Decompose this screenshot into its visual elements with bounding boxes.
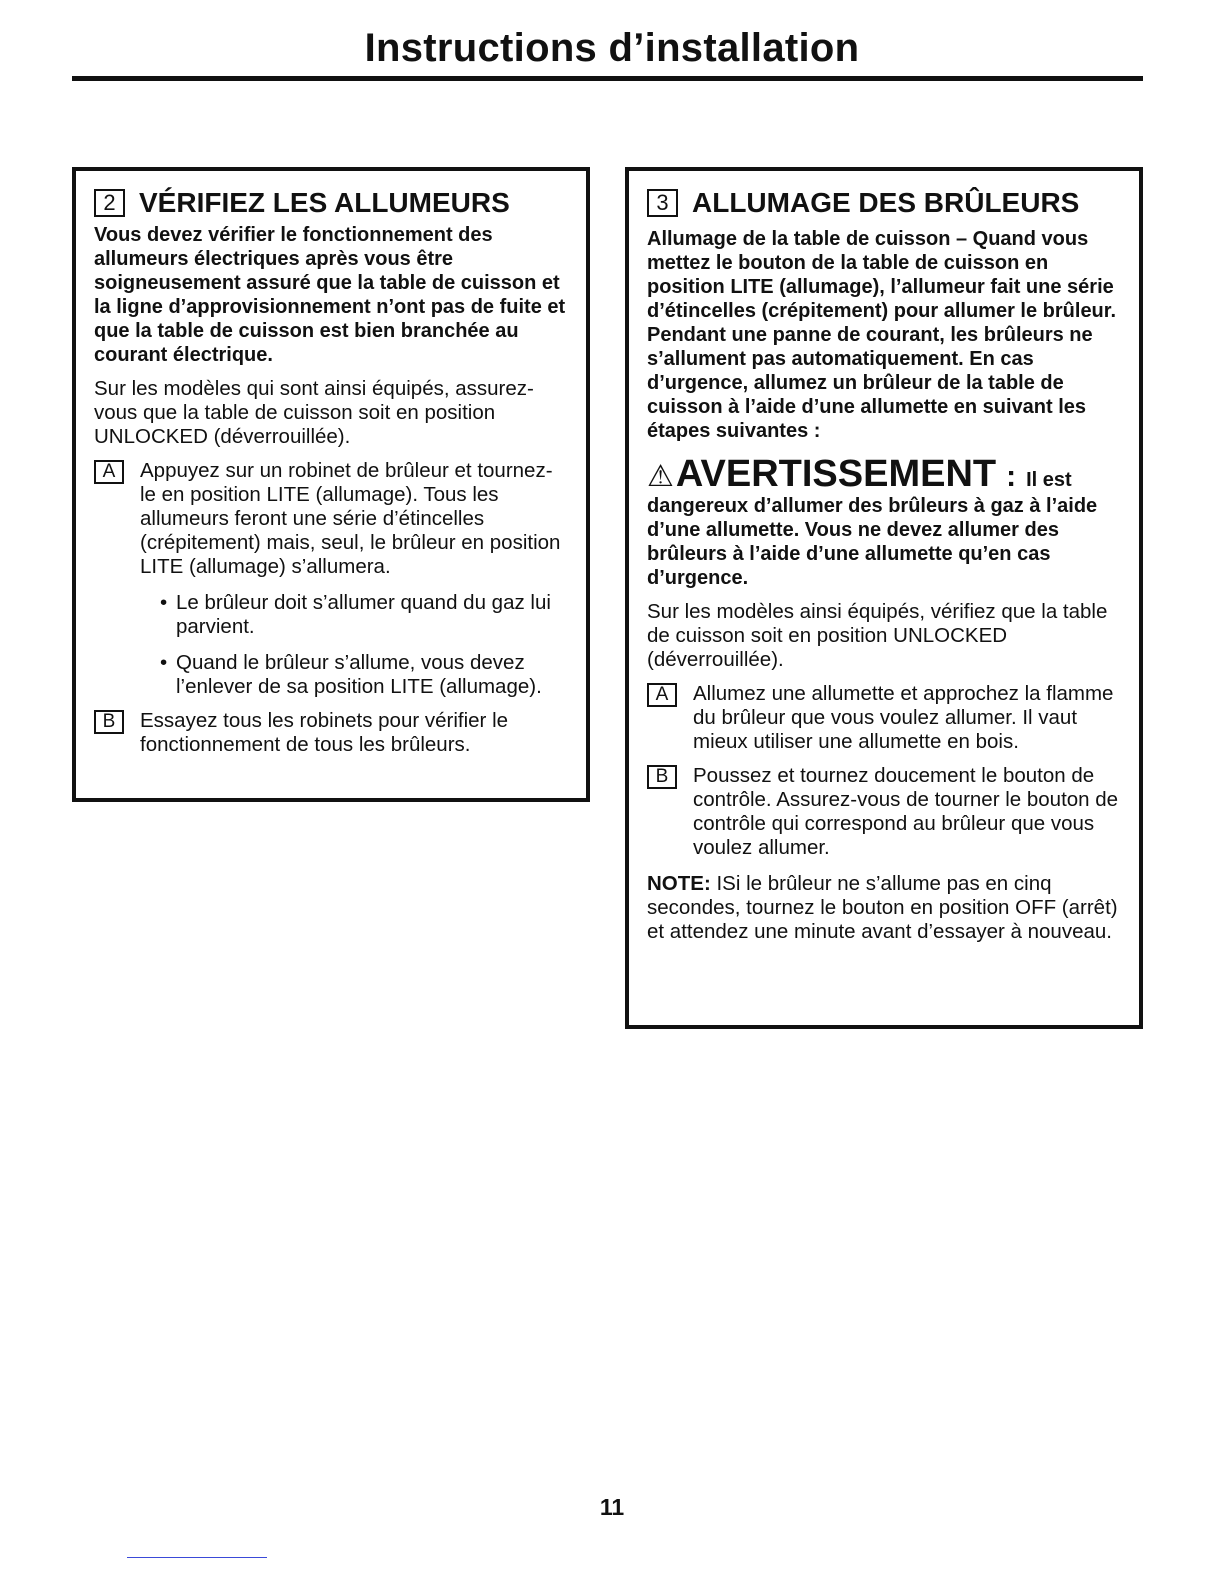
note [647,872,1121,944]
bullet-icon: • [160,651,168,674]
warning-text: dangereux d’allumer des brûleurs à gaz à l’aide d’une allumette. Vous ne devez allumer des brûleurs à l’aide d’une allumette qu’en cas d’urgence. [647,495,1098,589]
step-b [647,764,1121,860]
footer-underline [127,1557,267,1558]
warning-colon: : [1006,460,1017,493]
bullet-item [160,651,568,699]
step-letter-badge: B [94,710,124,734]
step-letter-badge: A [647,683,677,707]
step-text: Allumez une allumette et approchez la flamme du brûleur que vous voulez allumer. Il vaut mieux utiliser une allumette en bois. [693,682,1114,753]
section-title: ALLUMAGE DES BRÛLEURS [692,187,1080,218]
warning-lead: Il est [1026,469,1072,491]
step-letter-badge: B [647,765,677,789]
body-paragraph: Sur les modèles qui sont ainsi équipés, assurez-vous que la table de cuisson soit en position UNLOCKED (déverrouillée). [94,377,534,448]
step-text: Essayez tous les robinets pour vérifier le fonctionnement de tous les brûleurs. [140,709,509,756]
warning-heading [647,455,1121,494]
section-heading [94,187,568,219]
step-letter-badge: A [94,460,124,484]
step-text: Appuyez sur un robinet de brûleur et tournez-le en position LITE (allumage). Tous les allumeurs feront une série d’étincelles (crépitement) mais, seul, le brûleur en position LITE (allumage) s’allumera. [140,459,561,578]
page-title: Instructions d’installation [364,26,860,70]
step-number-badge: 2 [94,189,125,217]
page-number: 11 [599,1494,625,1520]
step-b [94,709,568,757]
section-check-igniters [72,167,590,802]
step-text: Poussez et tournez doucement le bouton de contrôle. Assurez-vous de tourner le bouton de contrôle qui correspond au brûleur que vous voulez allumer. [693,764,1119,859]
note-text: ISi le brûleur ne s’allume pas en cinq secondes, tournez le bouton en position OFF (arrêt) et attendez une minute avant d’essayer à nouveau. [647,872,1118,943]
intro-text: Allumage de la table de cuisson – Quand vous mettez le bouton de la table de cuisson en position LITE (allumage), l’allumeur fait une série d’étincelles (crépitement) pour allumer le brûleur. Pendant une panne de courant, les brûleurs ne s’allument pas automatiquement. En cas d’urgence, allumez un brûleur de la table de cuisson à l’aide d’une allumette en suivant les étapes suivantes : [647,228,1117,442]
body-paragraph: Sur les modèles ainsi équipés, vérifiez que la table de cuisson soit en position UNLOCKED (déverrouillée). [647,600,1108,671]
bullet-icon: • [160,591,168,614]
section-burner-lighting [625,167,1143,1029]
note-label: NOTE: [647,872,711,895]
section-heading [647,187,1121,219]
bullet-text: Quand le brûleur s’allume, vous devez l’enlever de sa position LITE (allumage). [176,651,542,698]
step-a [647,682,1121,754]
step-a [94,459,568,579]
step-number-badge: 3 [647,189,678,217]
bullet-text: Le brûleur doit s’allumer quand du gaz lui parvient. [176,591,551,638]
bullet-item [160,591,568,639]
warning-word: AVERTISSEMENT [675,453,997,495]
warning-triangle-icon: ⚠ [647,460,674,493]
intro-text: Vous devez vérifier le fonctionnement des allumeurs électriques après vous être soigneusement assuré que la table de cuisson et la ligne d’approvisionnement n’ont pas de fuite et que la table de cuisson est bien branchée au courant électrique. [94,224,566,366]
title-rule [72,76,1143,81]
section-title: VÉRIFIEZ LES ALLUMEURS [139,187,510,218]
